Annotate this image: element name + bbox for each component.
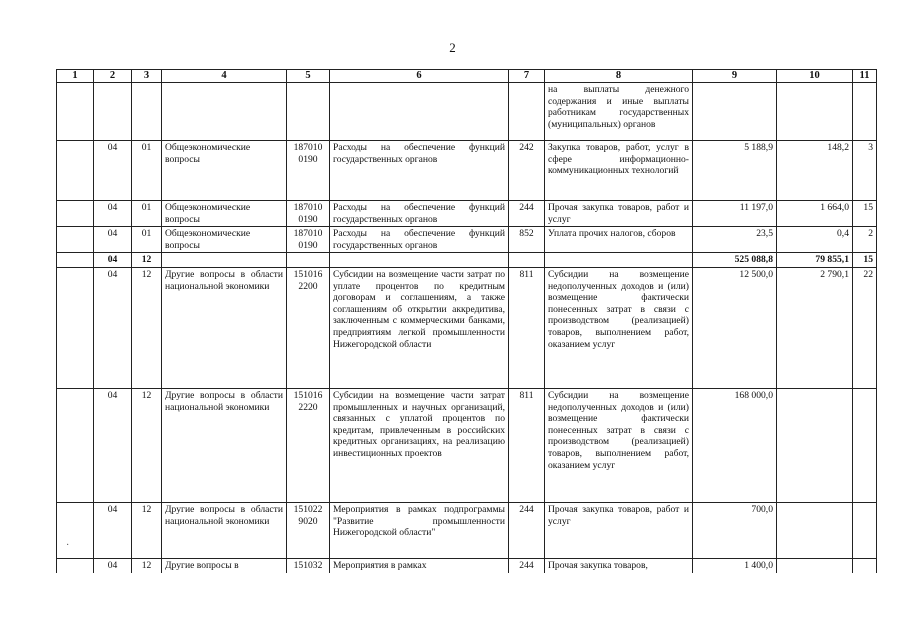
cell-subsection [132,83,162,141]
cell-subsection: 12 [132,253,162,268]
cell-expense-type [509,253,545,268]
cell-amount-executed: 0,4 [777,227,853,253]
cell-amount-executed [777,83,853,141]
cell-section: 04 [94,388,132,502]
table-row [57,201,877,227]
cell-target-name: Расходы на обеспечение функций государственных органов [330,227,509,253]
cell-amount-approved: 168 000,0 [693,388,777,502]
cell-col1 [57,502,94,558]
column-header: 6 [330,70,509,83]
cell-target-name [330,253,509,268]
cell-section-name: Другие вопросы в области национальной экономики [162,502,287,558]
page-number: 2 [449,40,456,55]
cell-col1 [57,227,94,253]
cell-percent: 2 [853,227,877,253]
cell-target-code: 151022 9020 [287,502,330,558]
cell-target-code [287,83,330,141]
cell-percent [853,502,877,558]
table-row [57,502,877,558]
cell-section-name [162,253,287,268]
column-header: 3 [132,70,162,83]
table-row [57,227,877,253]
cell-percent: 15 [853,201,877,227]
cell-percent: 22 [853,267,877,388]
cell-target-name: Расходы на обеспечение функций государственных органов [330,141,509,201]
cell-target-name: Мероприятия в рамках [330,558,509,572]
cell-subsection: 01 [132,227,162,253]
cell-expense-name: Субсидии на возмещение недополученных доходов и (или) возмещение фактически понесенных затрат в связи с производством (реализацией) товаров, выполнением работ, оказанием услуг [545,388,693,502]
cell-percent [853,558,877,572]
cell-section-name [162,83,287,141]
cell-target-code [287,253,330,268]
cell-subsection: 12 [132,267,162,388]
cell-amount-executed: 79 855,1 [777,253,853,268]
cell-amount-approved: 5 188,9 [693,141,777,201]
column-header: 9 [693,70,777,83]
cell-amount-executed: 1 664,0 [777,201,853,227]
cell-amount-approved [693,83,777,141]
cell-section: 04 [94,141,132,201]
cell-amount-approved: 23,5 [693,227,777,253]
cell-subsection: 12 [132,558,162,572]
cell-amount-executed [777,388,853,502]
cell-col1 [57,558,94,572]
budget-table [56,69,877,573]
cell-target-name: Расходы на обеспечение функций государственных органов [330,201,509,227]
cell-expense-name: Прочая закупка товаров, [545,558,693,572]
column-header: 5 [287,70,330,83]
column-header: 1 [57,70,94,83]
cell-expense-type: 244 [509,502,545,558]
table-row [57,141,877,201]
cell-expense-type: 244 [509,201,545,227]
cell-section-name: Общеэкономические вопросы [162,201,287,227]
cell-expense-name: Прочая закупка товаров, работ и услуг [545,502,693,558]
cell-target-name: Субсидии на возмещение части затрат промышленных и научных организаций, связанных с уплатой процентов по кредитам, привлеченным в российских кредитных организациях, на реализацию инвестиционных проектов [330,388,509,502]
cell-section-name: Общеэкономические вопросы [162,227,287,253]
cell-expense-name: Прочая закупка товаров, работ и услуг [545,201,693,227]
cell-section-name: Другие вопросы в области национальной экономики [162,267,287,388]
cell-section: 04 [94,253,132,268]
cell-expense-name [545,253,693,268]
cell-expense-type: 244 [509,558,545,572]
cell-expense-name: Закупка товаров, работ, услуг в сфере информационно-коммуникационных технологий [545,141,693,201]
table-row [57,253,877,268]
cell-target-code: 187010 0190 [287,227,330,253]
column-header: 11 [853,70,877,83]
cell-target-code: 151016 2220 [287,388,330,502]
cell-percent [853,388,877,502]
cell-expense-type: 811 [509,388,545,502]
column-header-row [57,70,877,83]
cell-amount-approved: 11 197,0 [693,201,777,227]
cell-amount-executed [777,502,853,558]
cell-expense-name: Уплата прочих налогов, сборов [545,227,693,253]
cell-amount-executed [777,558,853,572]
cell-section: 04 [94,502,132,558]
cell-subsection: 01 [132,141,162,201]
table-row [57,558,877,572]
table-row [57,267,877,388]
cell-expense-name: Субсидии на возмещение недополученных доходов и (или) возмещение фактически понесенных затрат в связи с производством (реализацией) товаров, выполнением работ, оказанием услуг [545,267,693,388]
cell-target-name: Мероприятия в рамках подпрограммы "Развитие промышленности Нижегородской области" [330,502,509,558]
cell-col1 [57,201,94,227]
cell-section [94,83,132,141]
cell-amount-approved: 525 088,8 [693,253,777,268]
column-header: 4 [162,70,287,83]
column-header: 8 [545,70,693,83]
table-row [57,388,877,502]
cell-target-name [330,83,509,141]
cell-expense-name: на выплаты денежного содержания и иные выплаты работникам государственных (муниципальных) органов [545,83,693,141]
cell-section: 04 [94,267,132,388]
column-header: 10 [777,70,853,83]
cell-subsection: 01 [132,201,162,227]
cell-subsection: 12 [132,502,162,558]
cell-target-code: 151016 2200 [287,267,330,388]
cell-target-code: 187010 0190 [287,201,330,227]
cell-section-name: Другие вопросы в [162,558,287,572]
cell-target-name: Субсидии на возмещение части затрат по уплате процентов по кредитным договорам и соглашениям, а также соглашениям об открытии аккредитива, заключенным с коммерческими банками, предприятиям легкой промышленности Нижегородской области [330,267,509,388]
cell-percent [853,83,877,141]
cell-col1 [57,253,94,268]
table-row [57,83,877,141]
cell-section: 04 [94,227,132,253]
column-header: 2 [94,70,132,83]
cell-amount-approved: 1 400,0 [693,558,777,572]
cell-col1 [57,388,94,502]
cell-expense-type: 811 [509,267,545,388]
stray-mark: · [66,540,70,551]
cell-expense-type: 852 [509,227,545,253]
cell-section-name: Общеэкономические вопросы [162,141,287,201]
cell-amount-executed: 148,2 [777,141,853,201]
cell-amount-approved: 700,0 [693,502,777,558]
cell-subsection: 12 [132,388,162,502]
cell-amount-approved: 12 500,0 [693,267,777,388]
cell-percent: 15 [853,253,877,268]
cell-amount-executed: 2 790,1 [777,267,853,388]
cell-target-code: 151032 [287,558,330,572]
cell-percent: 3 [853,141,877,201]
cell-col1 [57,267,94,388]
cell-section: 04 [94,201,132,227]
column-header: 7 [509,70,545,83]
cell-target-code: 187010 0190 [287,141,330,201]
cell-section: 04 [94,558,132,572]
cell-col1 [57,141,94,201]
cell-section-name: Другие вопросы в области национальной экономики [162,388,287,502]
cell-expense-type: 242 [509,141,545,201]
cell-col1 [57,83,94,141]
cell-expense-type [509,83,545,141]
